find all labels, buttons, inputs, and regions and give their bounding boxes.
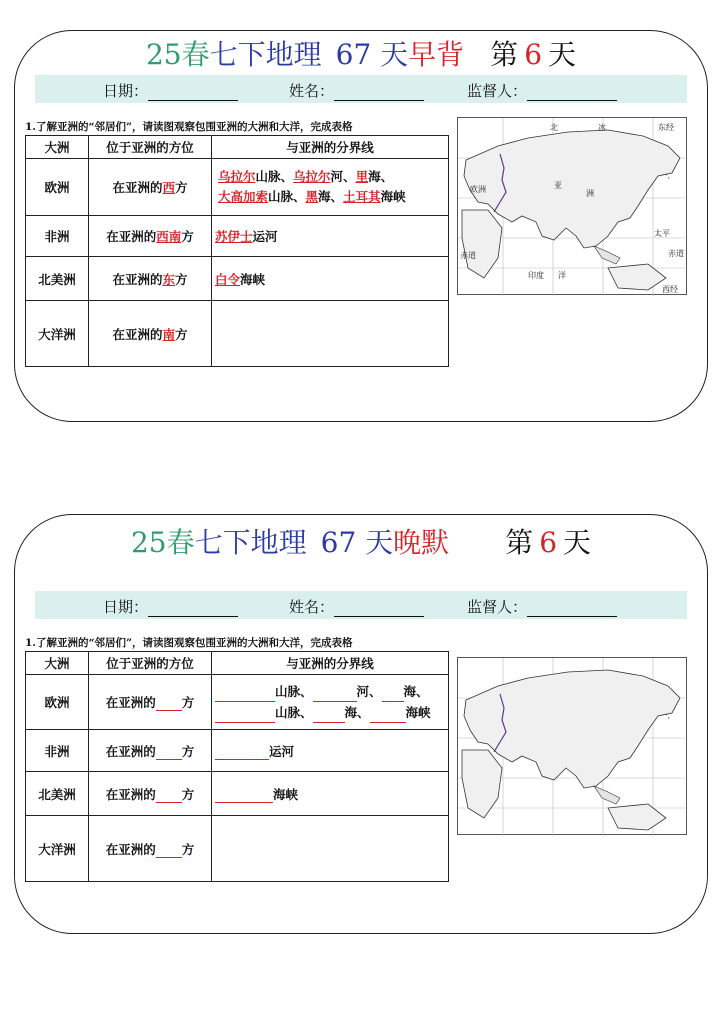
table-row: 欧洲 在亚洲的西方 乌拉尔山脉、乌拉尔河、里海、 大高加索山脉、黑海、土耳其海峡 [26,159,449,216]
boundary-cell[interactable]: 海峡 [212,772,449,816]
table-row: 欧洲 在亚洲的 方 山脉、 河、 海、 山脉、 海、 海峡 [26,675,449,730]
boundary-cell [212,301,449,367]
supervisor-field[interactable]: 监督人： [467,80,617,101]
instruction-text: 1.了解亚洲的“邻居们”，请读图观察包围亚洲的大洲和大洋，完成表格 [25,121,353,133]
boundary-cell: 苏伊士运河 [212,216,449,257]
morning-recite-card [14,30,708,422]
info-bar [35,591,687,619]
table-header-row: 大洲 位于亚洲的方位 与亚洲的分界线 [26,652,449,675]
table-row: 大洋洲 在亚洲的南方 [26,301,449,367]
map-drawing [458,658,688,836]
map-drawing [458,118,688,296]
table-row: 大洋洲 在亚洲的 方 [26,816,449,882]
boundary-cell[interactable]: 运河 [212,730,449,772]
boundary-cell[interactable] [212,816,449,882]
asia-map: 北 冰 欧洲 亚 洲 太平 印度 洋 东经 西经 赤道 赤道 [457,117,687,295]
boundary-cell: 乌拉尔山脉、乌拉尔河、里海、 大高加索山脉、黑海、土耳其海峡 [212,159,449,216]
table-row: 北美洲 在亚洲的东方 白令海峡 [26,257,449,301]
supervisor-field[interactable]: 监督人： [467,596,617,617]
boundary-cell: 白令海峡 [212,257,449,301]
boundary-cell[interactable]: 山脉、 河、 海、 山脉、 海、 海峡 [212,675,449,730]
table-row: 非洲 在亚洲的西南方 苏伊士运河 [26,216,449,257]
info-bar [35,75,687,103]
table-header-row: 大洲 位于亚洲的方位 与亚洲的分界线 [26,136,449,159]
evening-dictation-card [14,514,708,934]
asia-map-blank [457,657,687,835]
name-field[interactable]: 姓名： [289,80,424,101]
neighbors-table [25,651,449,882]
card-title: 25春七下地理 67 天晚默 第 6 天 [130,526,592,559]
date-field[interactable]: 日期： [103,80,238,101]
date-field[interactable]: 日期： [103,596,238,617]
name-field[interactable]: 姓名： [289,596,424,617]
instruction-text: 1.了解亚洲的“邻居们”，请读图观察包围亚洲的大洲和大洋，完成表格 [25,637,353,649]
neighbors-table [25,135,449,367]
table-row: 北美洲 在亚洲的 方 海峡 [26,772,449,816]
card-title: 25春七下地理 67 天早背 第 6 天 [145,38,577,71]
table-row: 非洲 在亚洲的 方 运河 [26,730,449,772]
